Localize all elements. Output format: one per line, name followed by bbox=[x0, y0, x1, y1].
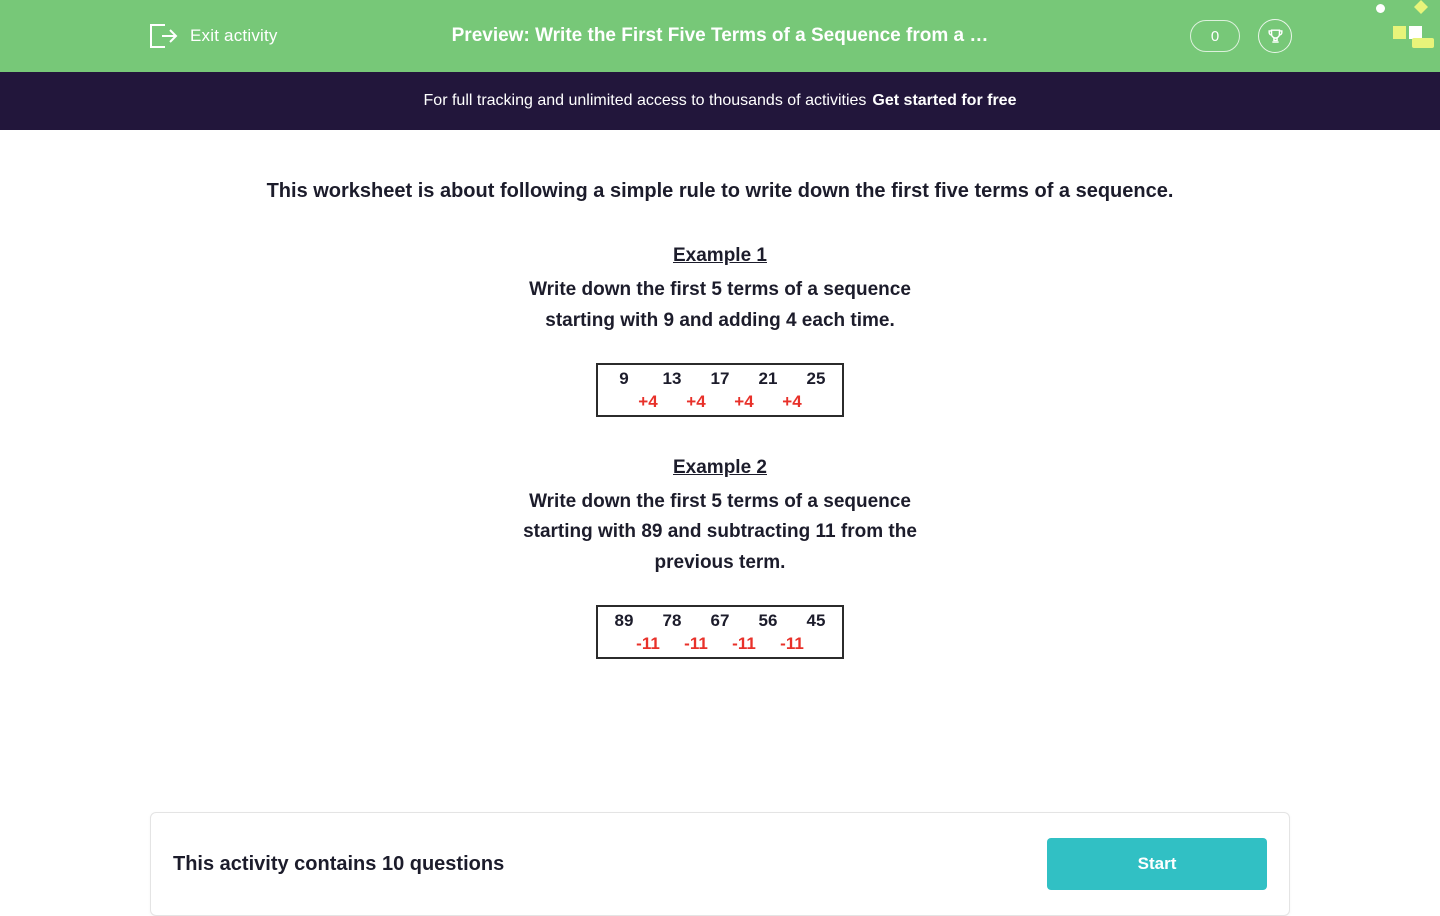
example-step-value: 11 bbox=[815, 521, 836, 543]
sequence-box bbox=[596, 363, 844, 417]
promo-banner-text: For full tracking and unlimited access to thousands of activities bbox=[423, 92, 867, 109]
sequence-term: 9 bbox=[619, 368, 629, 388]
example-start-value: 9 bbox=[663, 309, 675, 331]
score-badge[interactable]: 0 bbox=[1190, 20, 1240, 52]
example-line-2-pre: starting with bbox=[545, 309, 664, 331]
sequence-difference: +4 bbox=[734, 391, 754, 411]
sequence-term: 89 bbox=[614, 610, 634, 630]
example-description bbox=[485, 487, 955, 579]
decorative-shapes bbox=[1368, 0, 1440, 72]
example-line-2-post: from the previous term. bbox=[654, 521, 917, 574]
exit-activity-button[interactable] bbox=[148, 23, 278, 49]
sequence-term: 25 bbox=[806, 368, 826, 388]
page-title: Preview: Write the First Five Terms of a Sequence from a … bbox=[451, 25, 989, 46]
sequence-term: 67 bbox=[710, 610, 730, 630]
example-block-1 bbox=[0, 245, 1440, 417]
example-description bbox=[485, 275, 955, 337]
sequence-difference: +4 bbox=[782, 391, 802, 411]
example-line-2-mid: and adding bbox=[674, 309, 786, 331]
sequence-term: 45 bbox=[806, 610, 826, 630]
exit-activity-label: Exit activity bbox=[190, 26, 278, 45]
sequence-difference: +4 bbox=[686, 391, 706, 411]
sequence-terms bbox=[600, 369, 840, 389]
sequence-difference: -11 bbox=[684, 633, 708, 653]
sequence-differences bbox=[600, 392, 840, 412]
get-started-link[interactable]: Get started for free bbox=[872, 92, 1017, 109]
exit-arrow-icon bbox=[148, 23, 178, 49]
example-line-2-post: each time. bbox=[796, 309, 895, 331]
example-title: Example 2 bbox=[673, 456, 767, 478]
sequence-term: 78 bbox=[662, 610, 682, 630]
example-start-value: 89 bbox=[641, 521, 663, 543]
sequence-term: 17 bbox=[710, 368, 730, 388]
sequence-difference: -11 bbox=[636, 633, 660, 653]
sequence-difference: +4 bbox=[638, 391, 658, 411]
sequence-terms bbox=[600, 611, 840, 631]
example-block-2 bbox=[0, 457, 1440, 659]
sequence-differences bbox=[600, 634, 840, 654]
example-title: Example 1 bbox=[673, 245, 767, 266]
question-count-label: This activity contains 10 questions bbox=[173, 852, 505, 875]
sequence-term: 56 bbox=[758, 610, 778, 630]
sequence-wrap bbox=[0, 605, 1440, 659]
trophy-icon[interactable] bbox=[1258, 19, 1292, 53]
worksheet-content bbox=[0, 130, 1440, 659]
sequence-difference: -11 bbox=[780, 633, 804, 653]
sequence-difference: -11 bbox=[732, 633, 756, 653]
top-bar bbox=[0, 0, 1440, 72]
worksheet-intro: This worksheet is about following a simple rule to write down the first five terms of a sequence. bbox=[266, 180, 1174, 202]
topbar-right-controls bbox=[1190, 19, 1292, 53]
start-button[interactable]: Start bbox=[1047, 838, 1267, 890]
sequence-box bbox=[596, 605, 844, 659]
promo-banner bbox=[0, 72, 1440, 130]
example-line-2-mid: and subtracting bbox=[662, 521, 816, 543]
example-line-1: Write down the first 5 terms of a sequence bbox=[529, 279, 911, 300]
example-line-2-pre: starting with bbox=[523, 521, 642, 543]
example-line-1: Write down the first 5 terms of a sequence bbox=[529, 490, 911, 512]
activity-footer-card bbox=[150, 812, 1290, 916]
sequence-term: 21 bbox=[758, 368, 778, 388]
sequence-term: 13 bbox=[662, 368, 682, 388]
sequence-wrap bbox=[0, 363, 1440, 417]
example-step-value: 4 bbox=[785, 309, 797, 331]
